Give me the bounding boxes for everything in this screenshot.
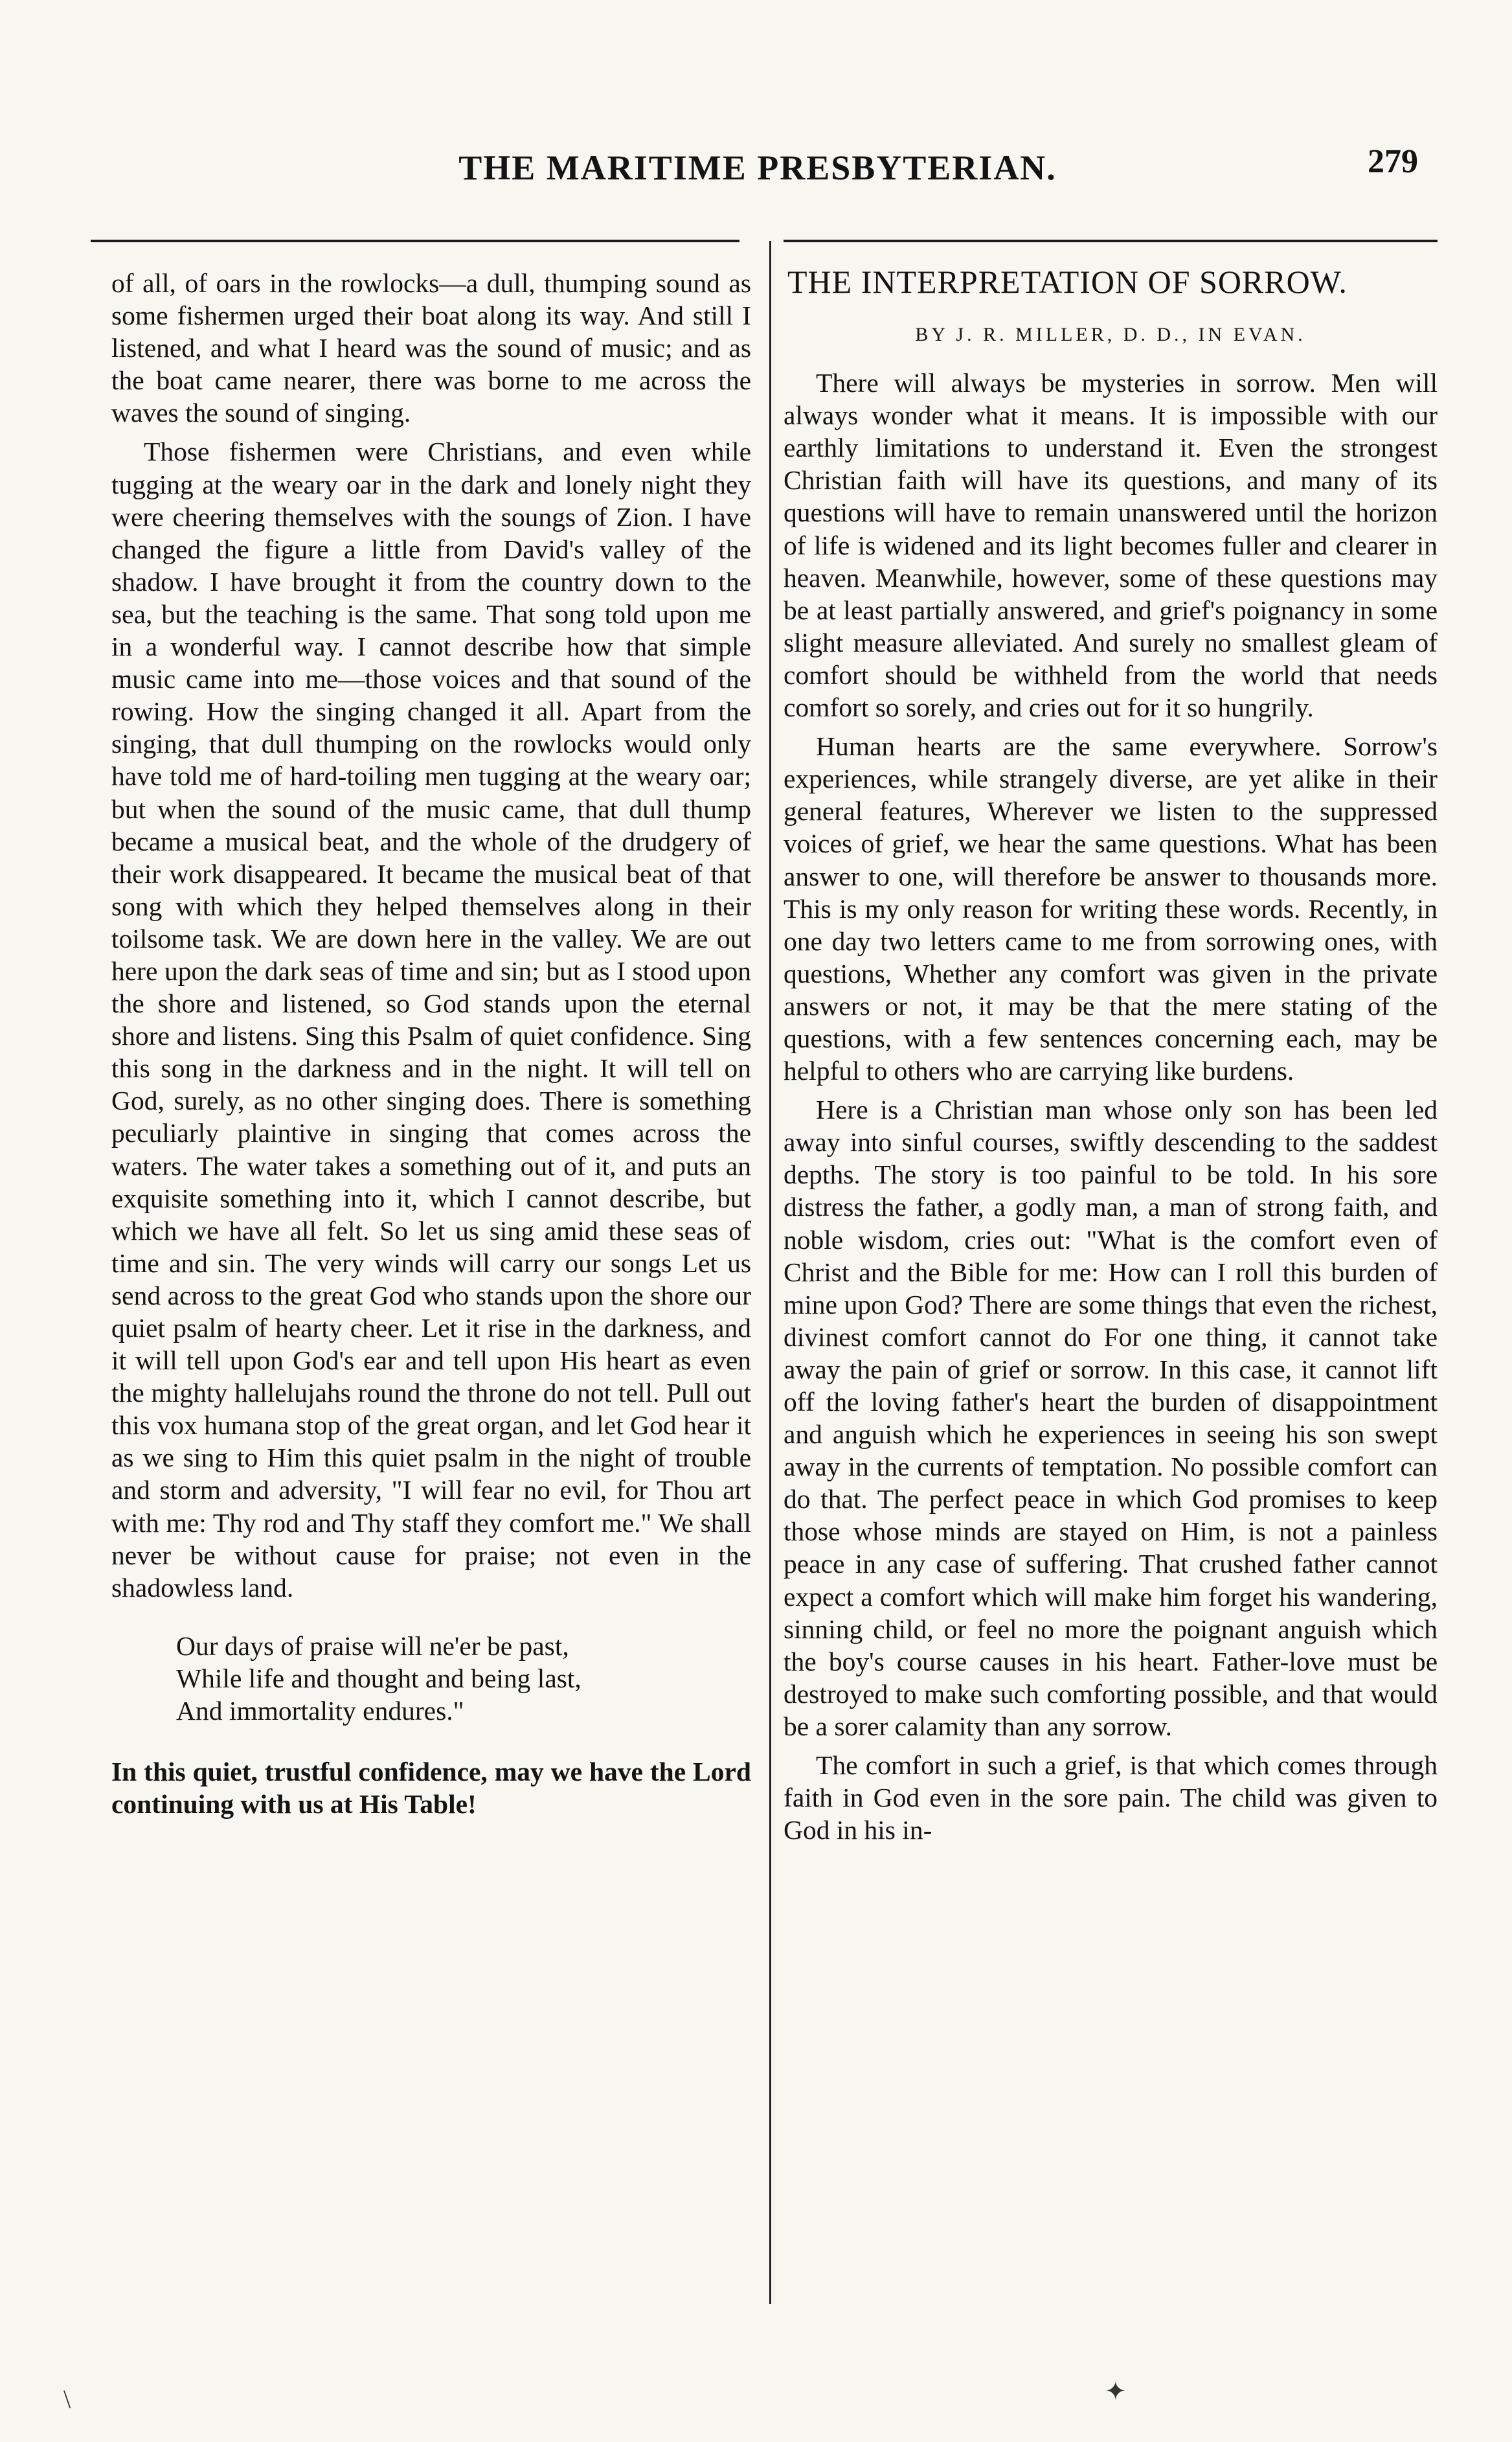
publication-title: THE MARITIME PRESBYTERIAN. [458, 148, 1057, 187]
column-divider [769, 241, 771, 2304]
right-column [784, 264, 1438, 1853]
poem-line: And immortality endures." [176, 1696, 464, 1726]
poem-quote [176, 1630, 751, 1727]
left-column [111, 267, 751, 1827]
running-head [97, 143, 1418, 200]
paragraph: There will always be mysteries in sorrow. Men will always wonder what it means. It is impossible with our earthly limitations to understand it. Even the strongest Christian faith will have its questions, and many of its questions will have to remain unanswered until the horizon of life is widened and its light becomes fuller and clearer in heaven. Meanwhile, however, some of these questions may be at least partially answered, and grief's poignancy in some slight measure alleviated. And surely no smallest gleam of comfort should be withheld from the world that needs comfort so sorely, and cries out for it so hungrily. [784, 368, 1438, 723]
paragraph: of all, of oars in the rowlocks—a dull, thumping sound as some fishermen urged their boat along its way. And still I listened, and what I heard was the sound of music; and as the boat came nearer, there was borne to me across the waves the sound of singing. [111, 268, 751, 428]
paragraph: The comfort in such a grief, is that which comes through faith in God even in the sore pain. The child was given to God in his in- [784, 1750, 1438, 1845]
paragraph: Those fishermen were Christians, and even while tugging at the weary oar in the dark and lonely night they were cheering themselves with the soungs of Zion. I have changed the figure a little from David's valley of the shadow. I have brought it from the country down to the sea, but the teaching is the same. That song told upon me in a wonderful way. I cannot describe how that simple music came into me—those voices and that sound of the rowing. How the singing changed it all. Apart from the singing, that dull thumping on the rowlocks would only have told me of hard-toiling men tugging at the weary oar; but when the sound of the music came, that dull thump became a musical beat, and the whole of the drudgery of their work disappeared. It became the musical beat of that song with which they helped themselves along in their toilsome task. We are down here in the valley. We are out here upon the dark seas of time and sin; but as I stood upon the shore and listened, so God stands upon the eternal shore and listens. Sing this Psalm of quiet confidence. Sing this song in the darkness and in the night. It will tell on God, surely, as no other singing does. There is something peculiarly plaintive in singing that comes across the waters. The water takes a something out of it, and puts an exquisite something into it, which I cannot describe, but which we have all felt. So let us sing amid these seas of time and sin. The very winds will carry our songs Let us send across to the great God who stands upon the shore our quiet psalm of hearty cheer. Let it rise in the darkness, and it will tell upon God's ear and tell upon His heart as even the mighty hallelujahs round the throne do not tell. Pull out this vox humana stop of the great organ, and let God hear it as we sing to Him this quiet psalm in the night of trouble and storm and adversity, "I will fear no evil, for Thou art with me: Thy rod and Thy staff they comfort me." We shall never be without cause for praise; not even in the shadowless land. [111, 437, 751, 1603]
paragraph: Human hearts are the same everywhere. Sorrow's experiences, while strangely diverse, are yet alike in their general features, Wherever we listen to the suppressed voices of grief, we hear the same questions. What has been answer to one, will therefore be answer to thousands more. This is my only reason for writing these words. Recently, in one day two letters came to me from sorrowing ones, with questions, Whether any comfort was given in the private answers or not, it may be that the mere stating of the questions, with a few sentences concerning each, may be helpful to others who are carrying like burdens. [784, 731, 1438, 1086]
left-column-rule [91, 240, 739, 242]
article-title: THE INTERPRETATION OF SORROW. [787, 264, 1348, 300]
right-column-rule [784, 240, 1438, 242]
closing-paragraph: In this quiet, trustful confidence, may we have the Lord continuing with us at His Table! [111, 1757, 751, 1820]
article-byline: BY J. R. MILLER, D. D., IN EVAN. [915, 324, 1306, 345]
page-number: 279 [1368, 143, 1418, 180]
print-speck: ✦ [1105, 2377, 1127, 2406]
paragraph: Here is a Christian man whose only son has been led away into sinful courses, swiftly descending to the saddest depths. The story is too painful to be told. In his sore distress the father, a godly man, a man of strong faith, and noble wisdom, cries out: "What is the comfort even of Christ and the Bible for me: How can I roll this burden of mine upon God? There are some things that even the richest, divinest comfort cannot do For one thing, it cannot take away the pain of grief or sorrow. In this case, it cannot lift off the loving father's heart the burden of disappointment and anguish which he experiences in seeing his son swept away in the currents of temptation. No possible comfort can do that. The perfect peace in which God promises to keep those whose minds are stayed on Him, is not a painless peace in any case of suffering. That crushed father cannot expect a comfort which will make him forget his wandering, sinning child, or feel no more the poignant anguish which the boy's course causes in his heart. Father-love must be destroyed to make such comforting possible, and that would be a sorer calamity than any sorrow. [784, 1095, 1438, 1741]
poem-line: Our days of praise will ne'er be past, [176, 1630, 569, 1661]
poem-line: While life and thought and being last, [176, 1663, 581, 1693]
print-speck: \ [63, 2384, 71, 2413]
